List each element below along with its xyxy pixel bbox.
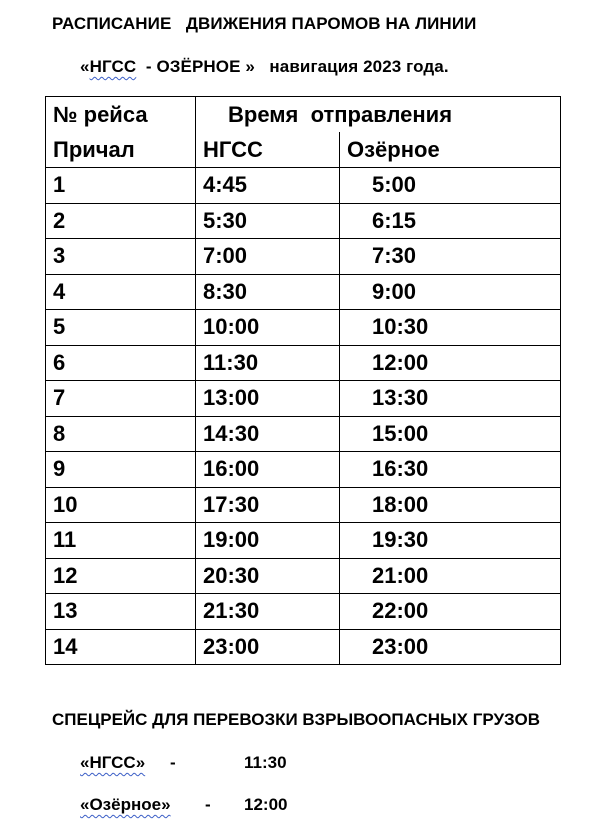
trip-number-cell: 10 [46,487,196,523]
trip-number-cell: 11 [46,523,196,559]
table-row [46,381,561,417]
table-row [46,310,561,346]
table-row [46,594,561,630]
special-ngss-dash: - [170,753,176,772]
ngss-time-cell: 16:00 [196,452,340,488]
table-row [46,416,561,452]
trip-number-cell: 8 [46,416,196,452]
table-row [46,629,561,665]
table-row [46,274,561,310]
ozernoe-time-cell: 21:00 [340,558,561,594]
special-trip-title: СПЕЦРЕЙС ДЛЯ ПЕРЕВОЗКИ ВЗРЫВООПАСНЫХ ГРУЗОВ [52,710,540,729]
trip-number-cell: 3 [46,239,196,275]
trip-number-cell: 14 [46,629,196,665]
ozernoe-time-cell: 9:00 [340,274,561,310]
ferry-schedule-table [45,96,561,665]
trip-number-cell: 12 [46,558,196,594]
ngss-time-cell: 4:45 [196,168,340,204]
ngss-time-cell: 17:30 [196,487,340,523]
schedule-subtitle [80,57,449,77]
table-row [46,239,561,275]
trip-number-cell: 13 [46,594,196,630]
special-ozernoe-time: 12:00 [244,795,288,814]
table-row [46,345,561,381]
trip-number-cell: 1 [46,168,196,204]
special-ozernoe-label [80,795,171,815]
trip-number-cell: 9 [46,452,196,488]
ozernoe-time-cell: 16:30 [340,452,561,488]
ozernoe-time-cell: 12:00 [340,345,561,381]
ozernoe-time-cell: 10:30 [340,310,561,346]
table-header-row-1 [46,97,561,133]
header-departure-time: Время отправления [196,97,561,133]
header-trip-number: № рейса [46,97,196,133]
trip-number-cell: 2 [46,203,196,239]
ngss-time-cell: 19:00 [196,523,340,559]
ozernoe-time-cell: 7:30 [340,239,561,275]
ozernoe-time-cell: 13:30 [340,381,561,417]
special-ozernoe-name: «Озёрное» [80,795,171,814]
ngss-time-cell: 7:00 [196,239,340,275]
table-header-row-2 [46,132,561,168]
special-ngss-time: 11:30 [244,753,287,772]
special-ngss-label [80,753,145,773]
header-pier: Причал [46,132,196,168]
trip-number-cell: 5 [46,310,196,346]
ngss-time-cell: 13:00 [196,381,340,417]
ngss-time-cell: 10:00 [196,310,340,346]
ngss-time-cell: 5:30 [196,203,340,239]
table-row [46,452,561,488]
table-row [46,203,561,239]
subtitle-ngss: НГСС [89,57,137,76]
ngss-time-cell: 20:30 [196,558,340,594]
subtitle-rest: - ОЗЁРНОЕ » навигация 2023 года. [136,57,449,76]
ngss-time-cell: 14:30 [196,416,340,452]
ozernoe-time-cell: 19:30 [340,523,561,559]
ozernoe-time-cell: 22:00 [340,594,561,630]
table-row [46,558,561,594]
table-row [46,168,561,204]
trip-number-cell: 7 [46,381,196,417]
ozernoe-time-cell: 23:00 [340,629,561,665]
header-ngss: НГСС [196,132,340,168]
ngss-time-cell: 8:30 [196,274,340,310]
ozernoe-time-cell: 5:00 [340,168,561,204]
ozernoe-time-cell: 6:15 [340,203,561,239]
ozernoe-time-cell: 18:00 [340,487,561,523]
special-ozernoe-dash: - [205,795,211,814]
special-ngss-name: «НГСС» [80,753,146,772]
header-ozernoe: Озёрное [340,132,561,168]
schedule-title: РАСПИСАНИЕ ДВИЖЕНИЯ ПАРОМОВ НА ЛИНИИ [52,14,477,33]
subtitle-quote: « [80,57,90,76]
trip-number-cell: 4 [46,274,196,310]
table-row [46,487,561,523]
ozernoe-time-cell: 15:00 [340,416,561,452]
table-row [46,523,561,559]
ngss-time-cell: 23:00 [196,629,340,665]
ngss-time-cell: 11:30 [196,345,340,381]
trip-number-cell: 6 [46,345,196,381]
ngss-time-cell: 21:30 [196,594,340,630]
